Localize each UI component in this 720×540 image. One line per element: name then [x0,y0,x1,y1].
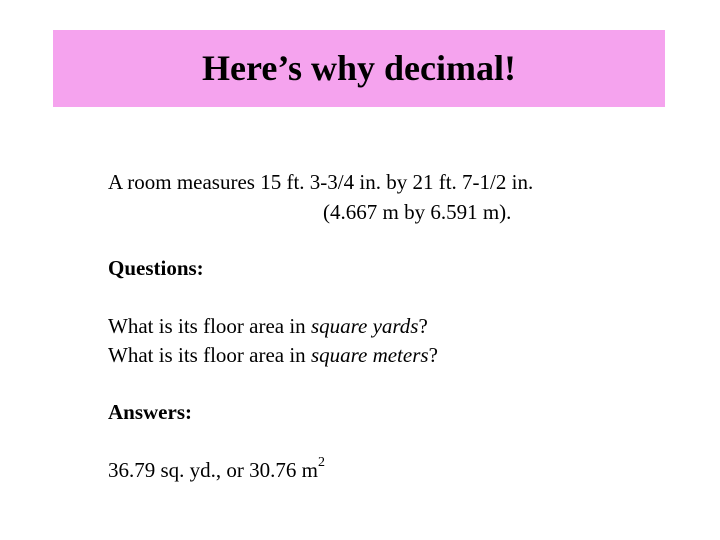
question-2-prefix: What is its floor area in [108,343,311,367]
problem-statement-line-1: A room measures 15 ft. 3-3/4 in. by 21 ft. 7-1/2 in. [108,170,534,194]
question-2 [108,345,438,366]
answer-text: 36.79 sq. yd., or 30.76 m [108,458,318,482]
slide-title: Here’s why decimal! [202,47,516,88]
answer-superscript: 2 [318,455,325,470]
questions-heading: Questions: [108,256,204,280]
question-2-emphasis: square meters [310,343,429,367]
problem-statement-line-2: (4.667 m by 6.591 m). [323,200,512,224]
question-1 [108,316,428,337]
question-1-prefix: What is its floor area in [108,314,311,338]
answer-line [108,455,325,482]
question-1-emphasis: square yards [310,314,419,338]
question-2-suffix: ? [428,343,438,367]
answers-heading: Answers: [108,400,192,424]
title-banner [53,30,665,107]
question-1-suffix: ? [418,314,428,338]
